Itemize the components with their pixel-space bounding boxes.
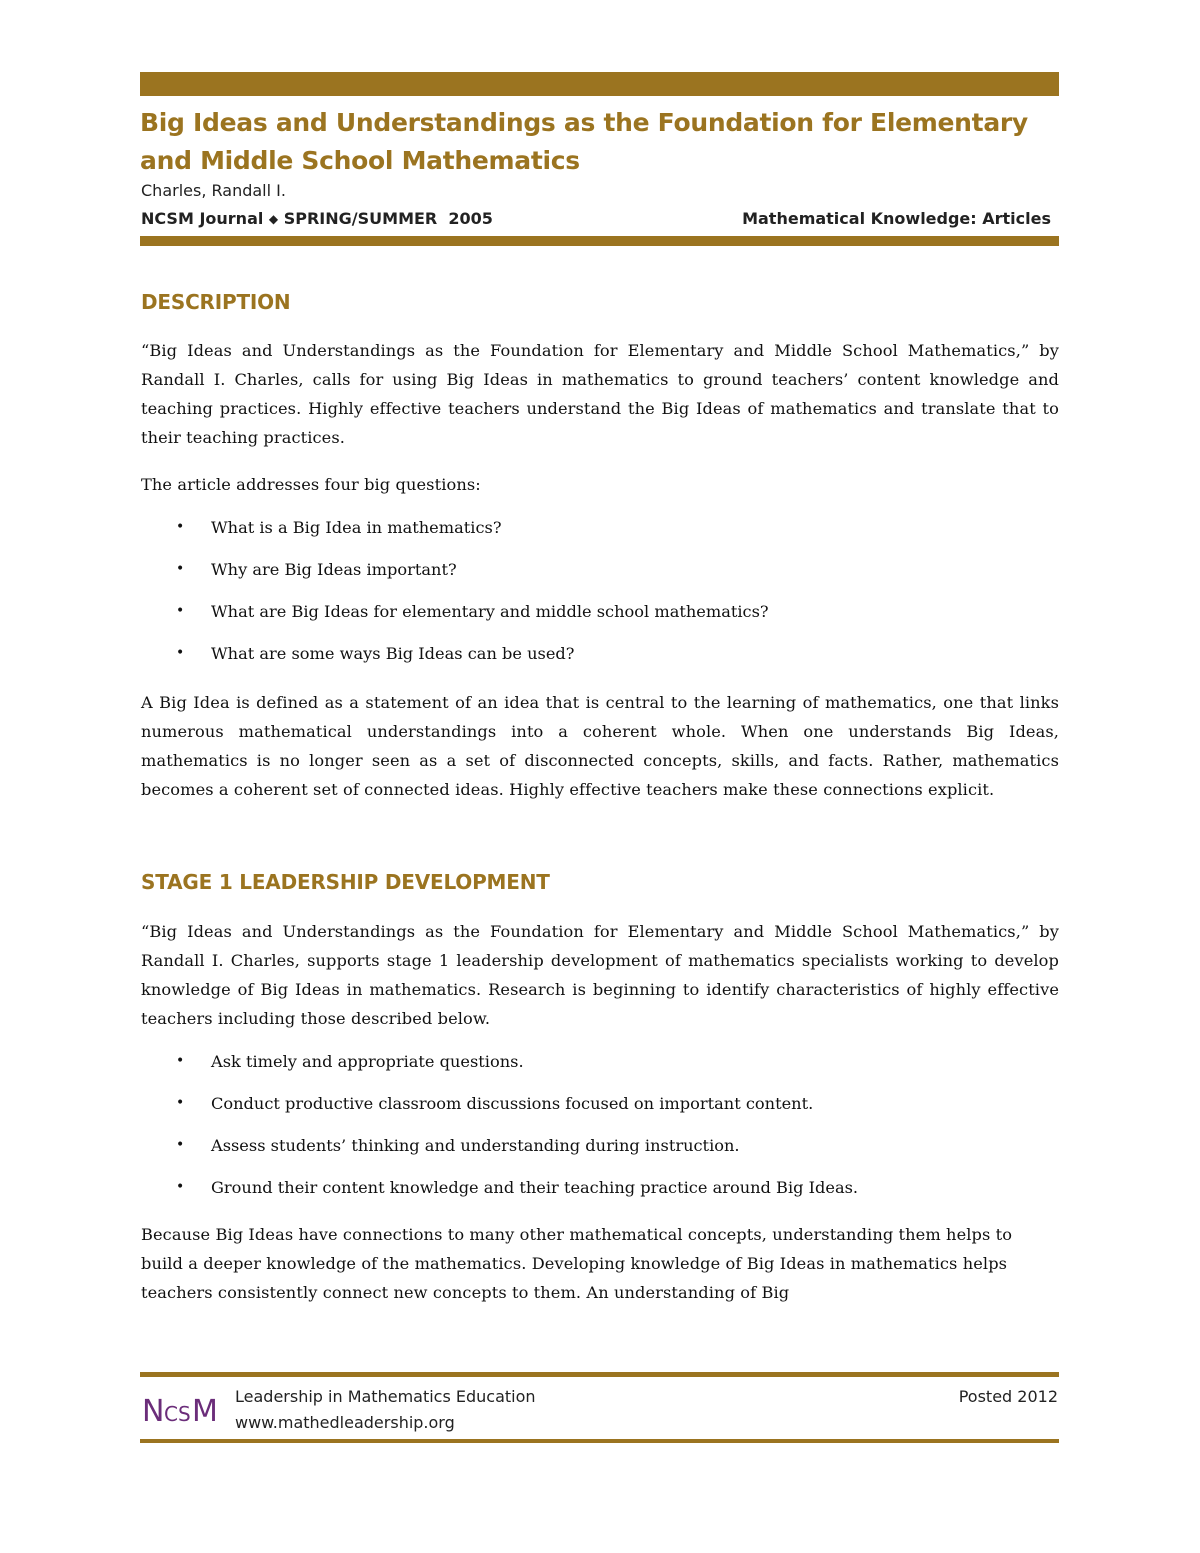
list-item: • Ground their content knowledge and their teaching practice around Big Ideas.: [141, 1173, 1059, 1215]
list-item: • Why are Big Ideas important?: [141, 555, 1059, 597]
bullet-icon: •: [176, 1179, 185, 1195]
article-category: Mathematical Knowledge: Articles: [742, 209, 1051, 228]
svg-text:S: S: [178, 1402, 191, 1426]
list-item: • Ask timely and appropriate questions.: [141, 1047, 1059, 1089]
description-paragraph-3: A Big Idea is defined as a statement of an idea that is central to the learning of mathematics, one that links numerous mathematical understandings into a coherent whole. When one understands Big Ideas, mathematics is no longer seen as a set of disconnected concepts, skills, and facts. Rather, mathematics becomes a coherent set of connected ideas. Highly effective teachers make these connections explicit.: [141, 693, 1059, 799]
svg-text:M: M: [192, 1394, 218, 1429]
footer-tagline: Leadership in Mathematics Education: [235, 1387, 536, 1406]
journal-issue: SPRING/SUMMER 2005: [283, 209, 493, 228]
posted-date: Posted 2012: [958, 1387, 1058, 1406]
list-item: • What are some ways Big Ideas can be used?: [141, 639, 1059, 681]
bullet-icon: •: [176, 519, 185, 535]
bullet-icon: •: [176, 1095, 185, 1111]
footer-rule-top: [140, 1372, 1059, 1377]
bullet-icon: •: [176, 645, 185, 661]
footer-left: [235, 1384, 536, 1436]
characteristics-list: [141, 1047, 1059, 1215]
top-accent-bar: [140, 72, 1059, 96]
journal-name: NCSM Journal: [141, 209, 264, 228]
bullet-icon: •: [176, 603, 185, 619]
svg-text:C: C: [164, 1402, 178, 1426]
journal-line: [141, 209, 1051, 228]
bullet-icon: •: [176, 1053, 185, 1069]
document-title: Big Ideas and Understandings as the Foundation for Elementary and Middle School Mathematics: [140, 108, 1028, 175]
bullet-icon: •: [176, 1137, 185, 1153]
questions-list: [141, 513, 1059, 681]
stage1-paragraph-2: Because Big Ideas have connections to many other mathematical concepts, understanding them helps to build a deeper knowledge of the mathematics. Developing knowledge of Big Ideas in mathematics helps teachers consistently connect new concepts to them. An understanding of Big: [141, 1225, 1013, 1302]
description-paragraph-1: “Big Ideas and Understandings as the Foundation for Elementary and Middle School Mathematics,” by Randall I. Charles, calls for using Big Ideas in mathematics to ground teachers’ content knowledge and teaching practices. Highly effective teachers understand the Big Ideas of mathematics and translate that to their teaching practices.: [141, 341, 1059, 447]
header-rule: [140, 236, 1059, 246]
stage1-heading: STAGE 1 LEADERSHIP DEVELOPMENT: [141, 870, 550, 894]
list-item: • Assess students’ thinking and understanding during instruction.: [141, 1131, 1059, 1173]
list-item: • What are Big Ideas for elementary and middle school mathematics?: [141, 597, 1059, 639]
ncsm-logo: [140, 1383, 230, 1431]
author-line: Charles, Randall I.: [141, 181, 286, 200]
diamond-separator-icon: ◆: [268, 212, 279, 226]
description-heading: DESCRIPTION: [141, 290, 291, 314]
list-item: • What is a Big Idea in mathematics?: [141, 513, 1059, 555]
stage1-paragraph-1: “Big Ideas and Understandings as the Foundation for Elementary and Middle School Mathematics,” by Randall I. Charles, supports stage 1 leadership development of mathematics specialists working to develop knowledge of Big Ideas in mathematics. Research is beginning to identify characteristics of highly effective teachers including those described below.: [141, 922, 1059, 1028]
list-item: • Conduct productive classroom discussions focused on important content.: [141, 1089, 1059, 1131]
bullet-icon: •: [176, 561, 185, 577]
footer-rule-bottom: [140, 1439, 1059, 1443]
description-paragraph-2: The article addresses four big questions:: [141, 475, 481, 494]
footer-url[interactable]: www.mathedleadership.org: [235, 1413, 455, 1432]
svg-text:N: N: [142, 1394, 163, 1429]
